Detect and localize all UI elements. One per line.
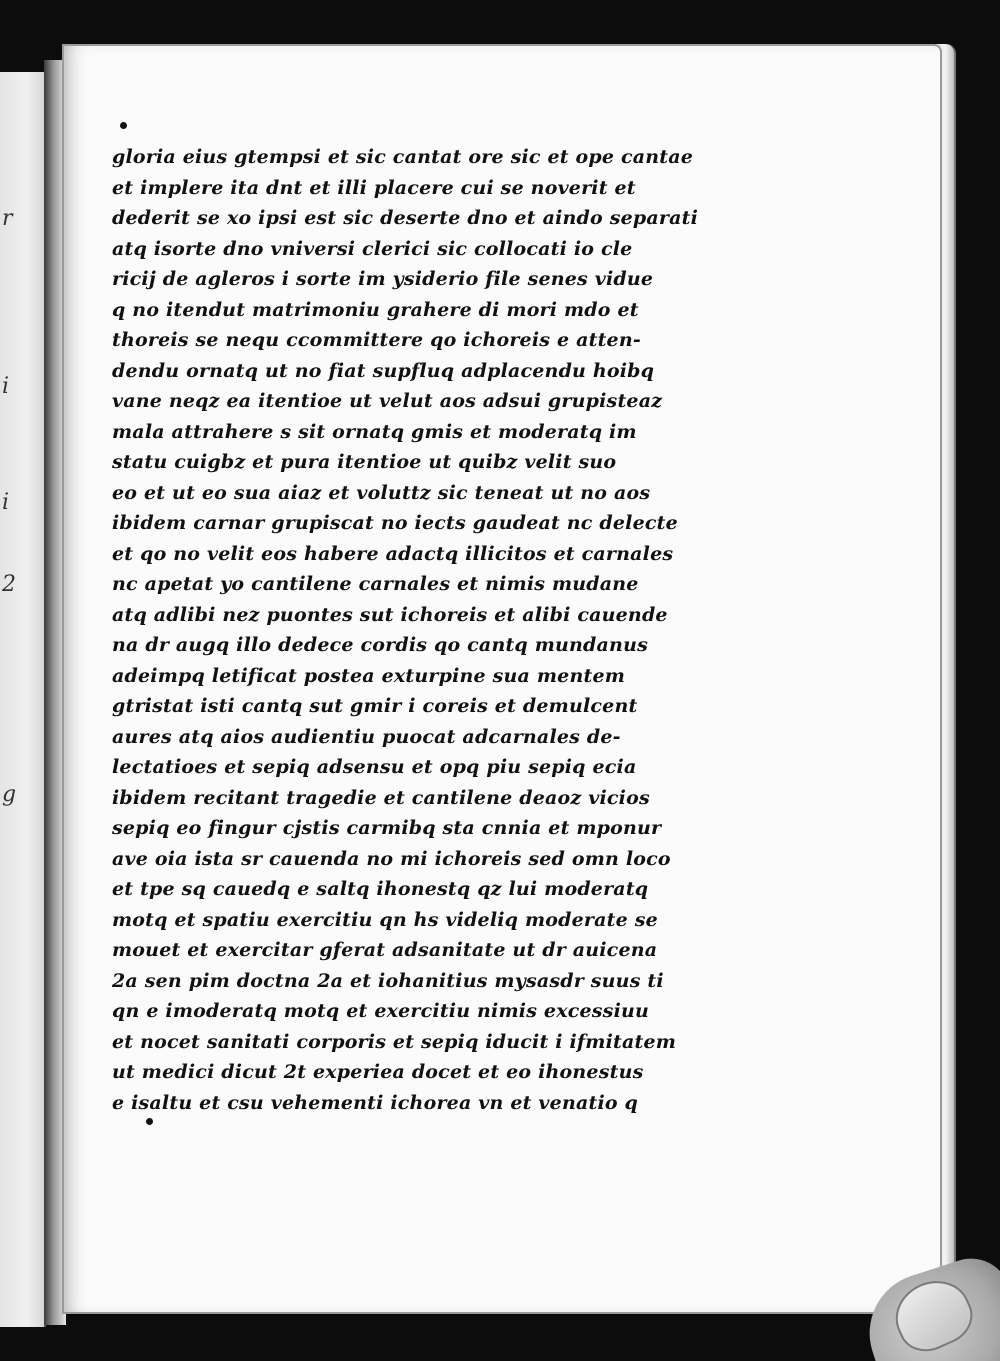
manuscript-line: ibidem carnar grupiscat no iects gaudeat nc delecte xyxy=(112,512,678,534)
manuscript-text-block xyxy=(112,142,772,1118)
manuscript-line: atq isorte dno vniversi clerici sic collocati io cle xyxy=(112,237,633,260)
manuscript-line: nc apetat yo cantilene carnales et nimis mudane xyxy=(112,573,639,595)
manuscript-line: et implere ita dnt et illi placere cui se noverit et xyxy=(112,176,636,199)
manuscript-line: adeimpq letificat postea exturpine sua mentem xyxy=(112,664,626,687)
left-margin-letter: r xyxy=(2,206,13,231)
manuscript-line: et qo no velit eos habere adactq illicitos et carnales xyxy=(112,542,674,565)
manuscript-line: 2a sen pim doctna 2a et iohanitius mysasdr suus ti xyxy=(112,969,664,992)
manuscript-line: eo et ut eo sua aiaz et voluttz sic teneat ut no aos xyxy=(112,481,651,504)
prick-mark-bottom xyxy=(146,1118,153,1125)
manuscript-line: mala attrahere s sit ornatq gmis et moderatq im xyxy=(112,420,637,443)
manuscript-line: gloria eius gtempsi et sic cantat ore sic et ope cantae xyxy=(112,146,694,168)
manuscript-page xyxy=(62,44,942,1314)
manuscript-line: ricij de agleros i sorte im ysiderio file senes vidue xyxy=(112,268,654,290)
manuscript-line: sepiq eo fingur cjstis carmibq sta cnnia et mponur xyxy=(112,817,662,839)
manuscript-line: lectatioes et sepiq adsensu et opq piu sepiq ecia xyxy=(112,756,637,778)
manuscript-line: aures atq aios audientiu puocat adcarnales de- xyxy=(112,725,621,748)
manuscript-line: thoreis se nequ ccommittere qo ichoreis e atten- xyxy=(112,329,641,351)
manuscript-line: statu cuigbz et pura itentioe ut quibz velit suo xyxy=(112,451,617,473)
manuscript-line: dendu ornatq ut no fiat supfluq adplacendu hoibq xyxy=(112,359,655,382)
manuscript-line: dederit se xo ipsi est sic deserte dno et aindo separati xyxy=(112,207,699,229)
left-page-edge xyxy=(0,72,46,1327)
left-margin-letter: i xyxy=(2,490,10,515)
manuscript-line: et nocet sanitati corporis et sepiq iducit i ifmitatem xyxy=(112,1030,677,1053)
left-margin-letter: 2 xyxy=(2,572,16,597)
left-margin-letter: g xyxy=(2,782,17,807)
prick-mark-top xyxy=(120,122,127,129)
manuscript-line: na dr augq illo dedece cordis qo cantq mundanus xyxy=(112,634,648,656)
manuscript-line: et tpe sq cauedq e saltq ihonestq qz lui moderatq xyxy=(112,878,649,900)
manuscript-line: ibidem recitant tragedie et cantilene deaoz vicios xyxy=(112,786,650,809)
manuscript-line: motq et spatiu exercitiu qn hs videliq moderate se xyxy=(112,908,658,931)
manuscript-line: vane neqz ea itentioe ut velut aos adsui grupisteaz xyxy=(112,390,663,412)
left-margin-letter: i xyxy=(2,374,10,399)
manuscript-line: ut medici dicut 2t experiea docet et eo ihonestus xyxy=(112,1061,644,1083)
manuscript-line: ave oia ista sr cauenda no mi ichoreis sed omn loco xyxy=(112,847,671,870)
manuscript-line: qn e imoderatq motq et exercitiu nimis excessiuu xyxy=(112,1000,650,1022)
manuscript-line: e isaltu et csu vehementi ichorea vn et venatio q xyxy=(112,1091,639,1114)
manuscript-line: q no itendut matrimoniu grahere di mori mdo et xyxy=(112,298,639,321)
manuscript-line: gtristat isti cantq sut gmir i coreis et demulcent xyxy=(112,695,638,717)
manuscript-line: atq adlibi nez puontes sut ichoreis et alibi cauende xyxy=(112,603,668,626)
manuscript-line: mouet et exercitar gferat adsanitate ut dr auicena xyxy=(112,939,658,961)
